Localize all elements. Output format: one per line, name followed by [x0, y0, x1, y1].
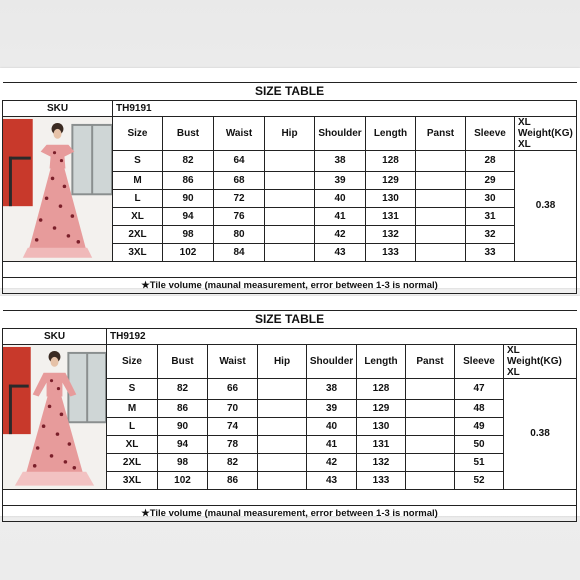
cell-sleeve: 28 [466, 151, 515, 172]
cell-hip [258, 417, 307, 435]
header-bust: Bust [158, 345, 208, 379]
header-weight [515, 117, 577, 151]
cell-hip [265, 225, 315, 243]
cell-panst [406, 399, 455, 417]
cell-bust: 98 [163, 225, 214, 243]
measurement-note: ★Tile volume (maunal measurement, error between 1-3 is normal) [3, 277, 577, 293]
size-table-title: SIZE TABLE [3, 83, 577, 101]
spacer-row [3, 489, 577, 505]
cell-panst [406, 453, 455, 471]
cell-waist: 80 [214, 225, 265, 243]
cell-shoulder: 40 [307, 417, 357, 435]
cell-hip [258, 471, 307, 489]
cell-size: S [107, 379, 158, 400]
weight-header-sub: XL [518, 139, 531, 150]
cell-hip [258, 379, 307, 400]
cell-hip [258, 435, 307, 453]
cell-waist: 72 [214, 189, 265, 207]
cell-length: 129 [357, 399, 406, 417]
cell-waist: 64 [214, 151, 265, 172]
cell-length: 132 [366, 225, 416, 243]
weight-header-sub: XL [507, 367, 520, 378]
cell-size: 3XL [107, 471, 158, 489]
cell-hip [265, 151, 315, 172]
cell-bust: 82 [158, 379, 208, 400]
header-hip: Hip [265, 117, 315, 151]
cell-length: 130 [366, 189, 416, 207]
measurement-note: ★Tile volume (maunal measurement, error between 1-3 is normal) [3, 505, 577, 521]
cell-panst [416, 151, 466, 172]
cell-sleeve: 31 [466, 207, 515, 225]
sku-label: SKU [3, 329, 107, 345]
cell-panst [416, 171, 466, 189]
cell-bust: 90 [163, 189, 214, 207]
cell-waist: 78 [208, 435, 258, 453]
cell-bust: 86 [158, 399, 208, 417]
cell-panst [406, 435, 455, 453]
cell-sleeve: 50 [455, 435, 504, 453]
cell-shoulder: 42 [307, 453, 357, 471]
weight-header-label: XL Weight(KG) [518, 117, 573, 139]
cell-sleeve: 49 [455, 417, 504, 435]
cell-bust: 98 [158, 453, 208, 471]
cell-shoulder: 39 [315, 171, 366, 189]
size-table-title: SIZE TABLE [3, 311, 577, 329]
header-size: Size [107, 345, 158, 379]
cell-shoulder: 40 [315, 189, 366, 207]
model-photo-icon [3, 117, 113, 262]
cell-size: 2XL [113, 225, 163, 243]
sku-value: TH9192 [107, 329, 577, 345]
cell-sleeve: 48 [455, 399, 504, 417]
cell-sleeve: 32 [466, 225, 515, 243]
cell-panst [406, 379, 455, 400]
header-length: Length [357, 345, 406, 379]
cell-sleeve: 51 [455, 453, 504, 471]
header-waist: Waist [214, 117, 265, 151]
cell-sleeve: 33 [466, 243, 515, 261]
header-weight [504, 345, 577, 379]
cell-shoulder: 39 [307, 399, 357, 417]
cell-length: 133 [357, 471, 406, 489]
cell-size: M [107, 399, 158, 417]
cell-length: 131 [357, 435, 406, 453]
cell-shoulder: 38 [307, 379, 357, 400]
cell-panst [416, 207, 466, 225]
cell-length: 128 [366, 151, 416, 172]
cell-size: L [107, 417, 158, 435]
cell-panst [406, 417, 455, 435]
spacer-row [3, 261, 577, 277]
size-table-th9191 [2, 82, 577, 294]
cell-hip [258, 399, 307, 417]
cell-shoulder: 41 [307, 435, 357, 453]
cell-shoulder: 38 [315, 151, 366, 172]
cell-bust: 90 [158, 417, 208, 435]
cell-panst [416, 243, 466, 261]
cell-waist: 82 [208, 453, 258, 471]
header-shoulder: Shoulder [315, 117, 366, 151]
header-sleeve: Sleeve [455, 345, 504, 379]
cell-waist: 84 [214, 243, 265, 261]
cell-waist: 66 [208, 379, 258, 400]
cell-hip [265, 171, 315, 189]
header-hip: Hip [258, 345, 307, 379]
weight-value: 0.38 [504, 379, 577, 490]
cell-waist: 86 [208, 471, 258, 489]
cell-size: M [113, 171, 163, 189]
cell-sleeve: 47 [455, 379, 504, 400]
cell-sleeve: 30 [466, 189, 515, 207]
cell-panst [406, 471, 455, 489]
cell-size: L [113, 189, 163, 207]
cell-length: 132 [357, 453, 406, 471]
cell-length: 131 [366, 207, 416, 225]
cell-bust: 86 [163, 171, 214, 189]
cell-size: 3XL [113, 243, 163, 261]
cell-hip [265, 189, 315, 207]
cell-bust: 102 [158, 471, 208, 489]
cell-hip [265, 207, 315, 225]
header-size: Size [113, 117, 163, 151]
cell-shoulder: 41 [315, 207, 366, 225]
header-panst: Panst [416, 117, 466, 151]
header-length: Length [366, 117, 416, 151]
cell-size: XL [107, 435, 158, 453]
header-sleeve: Sleeve [466, 117, 515, 151]
cell-panst [416, 189, 466, 207]
cell-size: 2XL [107, 453, 158, 471]
size-table-th9192 [2, 310, 577, 522]
cell-bust: 94 [163, 207, 214, 225]
cell-bust: 82 [163, 151, 214, 172]
cell-shoulder: 42 [315, 225, 366, 243]
cell-sleeve: 29 [466, 171, 515, 189]
cell-length: 129 [366, 171, 416, 189]
cell-hip [258, 453, 307, 471]
header-panst: Panst [406, 345, 455, 379]
cell-shoulder: 43 [315, 243, 366, 261]
cell-bust: 102 [163, 243, 214, 261]
cell-length: 133 [366, 243, 416, 261]
cell-waist: 76 [214, 207, 265, 225]
cell-length: 130 [357, 417, 406, 435]
header-bust: Bust [163, 117, 214, 151]
cell-bust: 94 [158, 435, 208, 453]
cell-size: S [113, 151, 163, 172]
model-photo-icon [3, 345, 107, 490]
cell-waist: 74 [208, 417, 258, 435]
cell-panst [416, 225, 466, 243]
sku-label: SKU [3, 101, 113, 117]
header-shoulder: Shoulder [307, 345, 357, 379]
cell-hip [265, 243, 315, 261]
weight-value: 0.38 [515, 151, 577, 262]
cell-waist: 70 [208, 399, 258, 417]
header-waist: Waist [208, 345, 258, 379]
sku-value: TH9191 [113, 101, 577, 117]
cell-size: XL [113, 207, 163, 225]
cell-length: 128 [357, 379, 406, 400]
cell-shoulder: 43 [307, 471, 357, 489]
cell-sleeve: 52 [455, 471, 504, 489]
cell-waist: 68 [214, 171, 265, 189]
weight-header-label: XL Weight(KG) [507, 345, 562, 367]
